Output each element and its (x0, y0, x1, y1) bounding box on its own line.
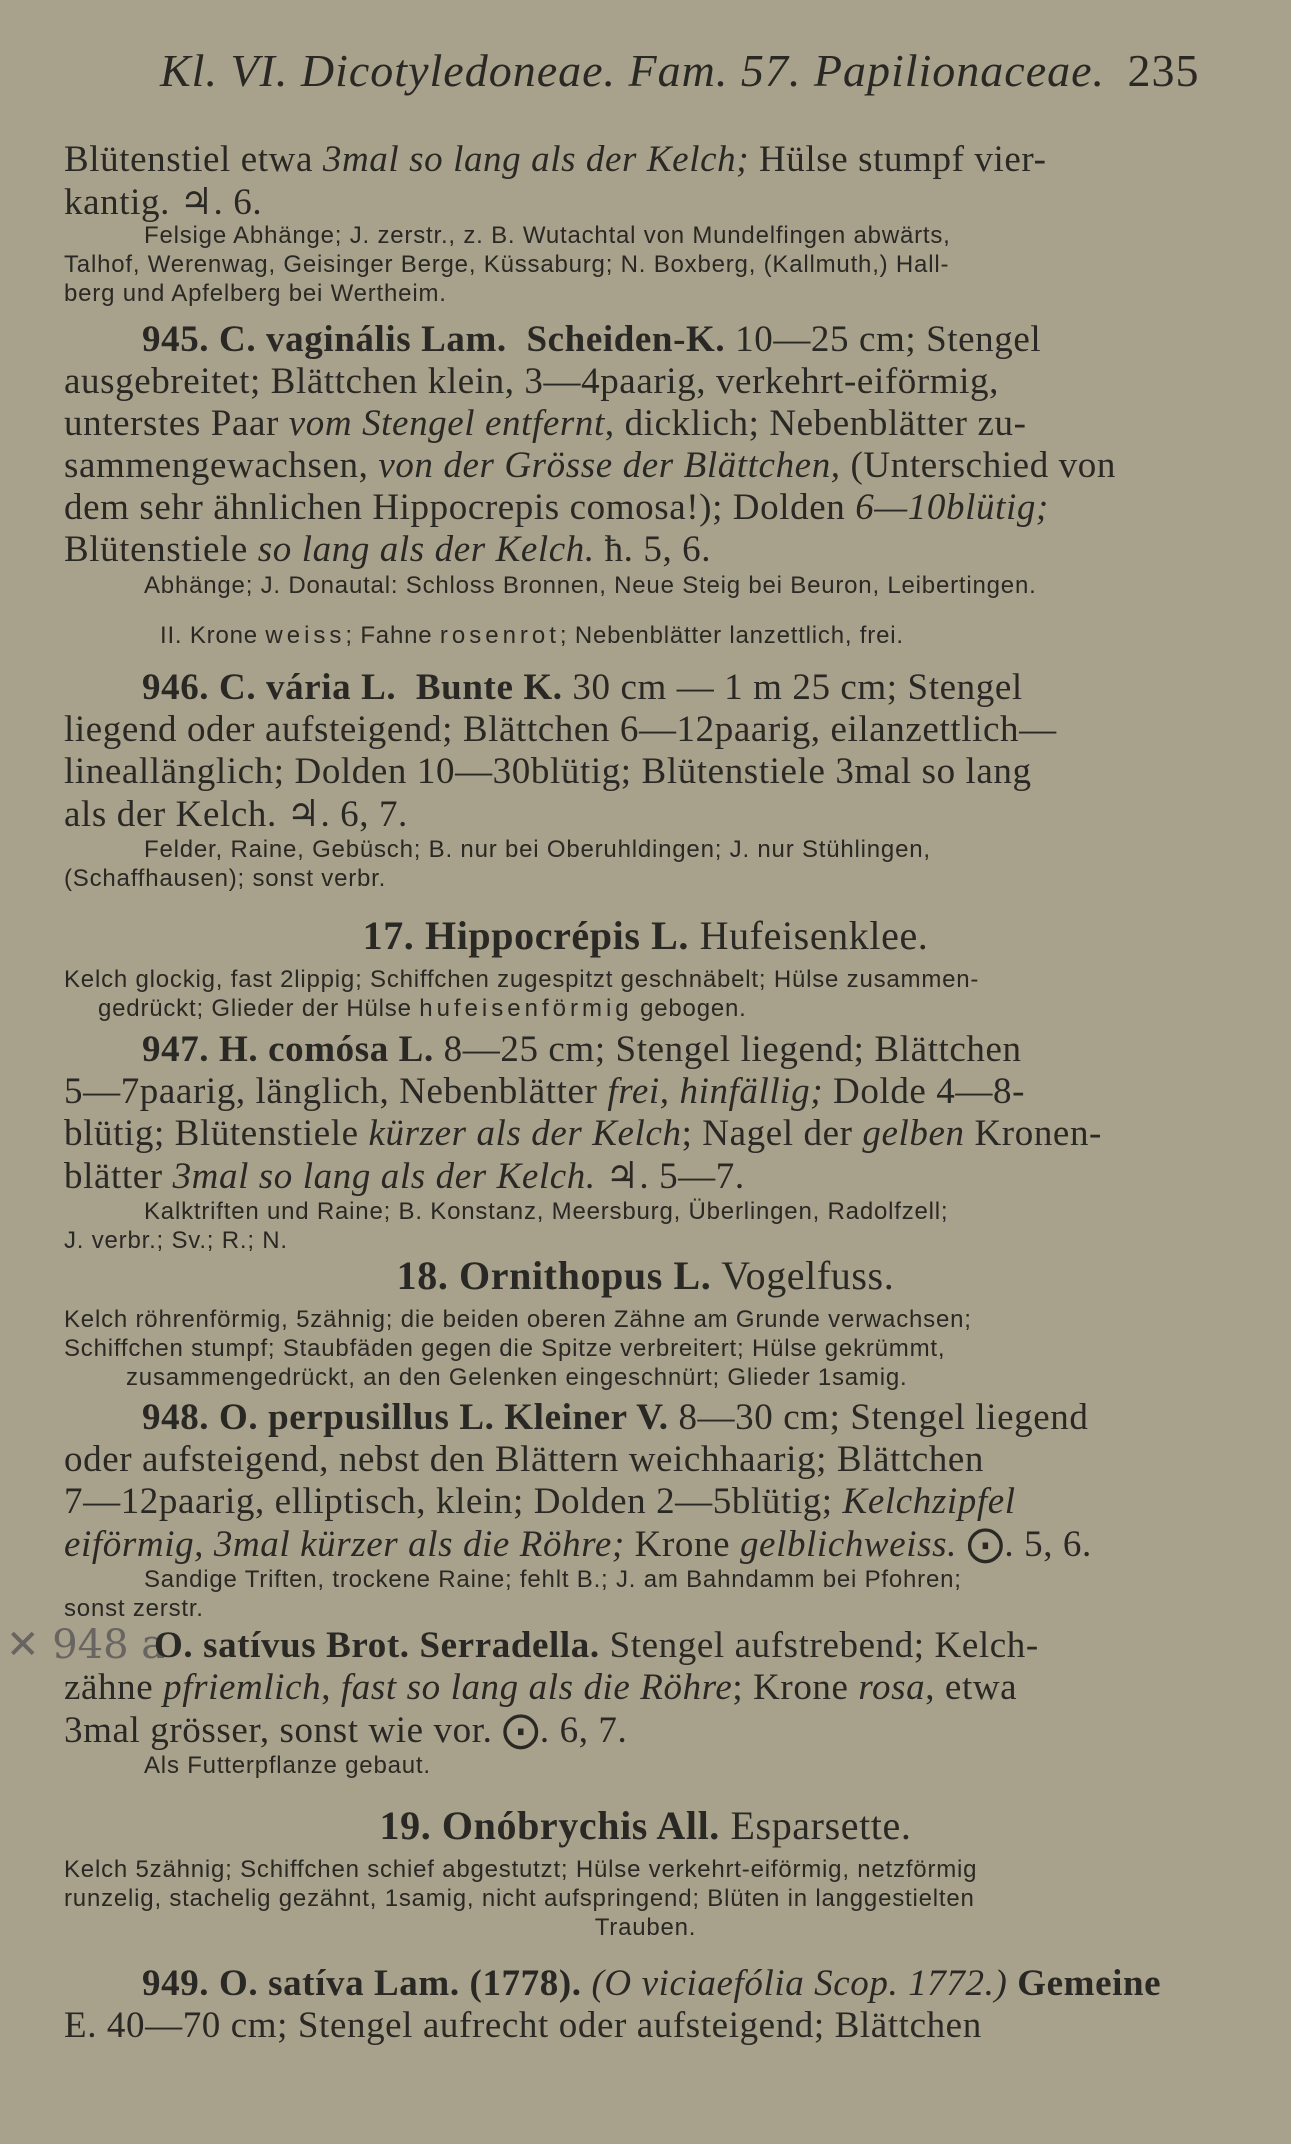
locality-line: berg und Apfelberg bei Wertheim. (64, 280, 447, 307)
text-line: Blütenstiel etwa 3mal so lang als der Kelch; Hülse stumpf vier- (64, 139, 1047, 180)
locality-line: (Schaffhausen); sonst verbr. (64, 865, 387, 892)
genus-description: runzelig, stachelig gezähnt, 1samig, nicht aufspringend; Blüten in langgestielten (64, 1885, 975, 1912)
text-line: kantig. ♃. 6. (64, 182, 263, 223)
text-line: lineallänglich; Dolden 10—30blütig; Blütenstiele 3mal so lang (64, 751, 1032, 792)
genus-heading-19: 19. Onóbrychis All. Esparsette. (379, 1803, 912, 1848)
genus-heading-18: 18. Ornithopus L. Vogelfuss. (396, 1253, 895, 1298)
genus-heading-17: 17. Hippocrépis L. Hufeisenklee. (362, 913, 929, 958)
running-header (160, 44, 1230, 97)
text-line: sammengewachsen, von der Grösse der Blättchen, (Unterschied von (64, 445, 1116, 486)
text-line: als der Kelch. ♃. 6, 7. (64, 794, 408, 835)
species-entry-945: 945. C. vaginális Lam. Scheiden-K. 10—25 cm; Stengel (142, 319, 1042, 360)
locality-line: Sandige Triften, trockene Raine; fehlt B.; J. am Bahndamm bei Pfohren; (144, 1566, 962, 1593)
text-line: liegend oder aufsteigend; Blättchen 6—12paarig, eilanzettlich— (64, 709, 1057, 750)
text-line: eiförmig, 3mal kürzer als die Röhre; Krone gelblichweiss. ⨀. 5, 6. (64, 1524, 1092, 1565)
text-line: Blütenstiele so lang als der Kelch. ħ. 5, 6. (64, 529, 712, 570)
genus-description: zusammengedrückt, an den Gelenken eingeschnürt; Glieder 1samig. (126, 1364, 908, 1391)
header-title: Kl. VI. Dicotyledoneae. Fam. 57. Papilionaceae. (160, 45, 1106, 96)
subgroup-line: II. Krone weiss; Fahne rosenrot; Nebenblätter lanzettlich, frei. (160, 622, 904, 649)
text-line: unterstes Paar vom Stengel entfernt, dicklich; Nebenblätter zu- (64, 403, 1027, 444)
text-line: zähne pfriemlich, fast so lang als die Röhre; Krone rosa, etwa (64, 1667, 1018, 1708)
species-entry-946: 946. C. vária L. Bunte K. 30 cm — 1 m 25 cm; Stengel (142, 667, 1023, 708)
locality-line: Kalktriften und Raine; B. Konstanz, Meersburg, Überlingen, Radolfzell; (144, 1198, 949, 1225)
species-entry-947: 947. H. comósa L. 8—25 cm; Stengel liegend; Blättchen (142, 1029, 1022, 1070)
genus-description: gedrückt; Glieder der Hülse hufeisenförmig gebogen. (98, 995, 747, 1022)
text-line: blätter 3mal so lang als der Kelch. ♃. 5—7. (64, 1156, 745, 1197)
text-line: 7—12paarig, elliptisch, klein; Dolden 2—5blütig; Kelchzipfel (64, 1481, 1016, 1522)
locality-line: J. verbr.; Sv.; R.; N. (64, 1227, 288, 1254)
locality-line: Felsige Abhänge; J. zerstr., z. B. Wutachtal von Mundelfingen abwärts, (144, 222, 951, 249)
genus-description: Kelch 5zähnig; Schiffchen schief abgestutzt; Hülse verkehrt-eiförmig, netzförmig (64, 1856, 978, 1883)
locality-line: Als Futterpflanze gebaut. (144, 1752, 431, 1779)
handwritten-annotation: ✕ 948 a (6, 1622, 166, 1668)
species-entry-948a: O. satívus Brot. Serradella. Stengel aufstrebend; Kelch- (154, 1625, 1039, 1666)
text-line: ausgebreitet; Blättchen klein, 3—4paarig, verkehrt-eiförmig, (64, 361, 999, 402)
locality-line: Talhof, Werenwag, Geisinger Berge, Küssaburg; N. Boxberg, (Kallmuth,) Hall- (64, 251, 950, 278)
genus-description: Trauben. (594, 1914, 697, 1941)
species-entry-948: 948. O. perpusillus L. Kleiner V. 8—30 cm; Stengel liegend (142, 1397, 1089, 1438)
page-number: 235 (1127, 45, 1200, 96)
locality-line: sonst zerstr. (64, 1595, 204, 1622)
genus-description: Kelch röhrenförmig, 5zähnig; die beiden oberen Zähne am Grunde verwachsen; (64, 1306, 972, 1333)
text-line: E. 40—70 cm; Stengel aufrecht oder aufsteigend; Blättchen (64, 2005, 982, 2046)
locality-line: Felder, Raine, Gebüsch; B. nur bei Oberuhldingen; J. nur Stühlingen, (144, 836, 931, 863)
genus-description: Kelch glockig, fast 2lippig; Schiffchen zugespitzt geschnäbelt; Hülse zusammen- (64, 966, 980, 993)
text-line: blütig; Blütenstiele kürzer als der Kelch; Nagel der gelben Kronen- (64, 1113, 1102, 1154)
text-line: oder aufsteigend, nebst den Blättern weichhaarig; Blättchen (64, 1439, 985, 1480)
locality-line: Abhänge; J. Donautal: Schloss Bronnen, Neue Steig bei Beuron, Leibertingen. (144, 572, 1037, 599)
genus-description: Schiffchen stumpf; Staubfäden gegen die Spitze verbreitert; Hülse gekrümmt, (64, 1335, 946, 1362)
species-entry-949: 949. O. satíva Lam. (1778). (O viciaefólia Scop. 1772.) Gemeine (142, 1963, 1162, 2004)
text-line: dem sehr ähnlichen Hippocrepis comosa!); Dolden 6—10blütig; (64, 487, 1049, 528)
text-line: 3mal grösser, sonst wie vor. ⨀. 6, 7. (64, 1710, 628, 1751)
text-line: 5—7paarig, länglich, Nebenblätter frei, hinfällig; Dolde 4—8- (64, 1071, 1026, 1112)
